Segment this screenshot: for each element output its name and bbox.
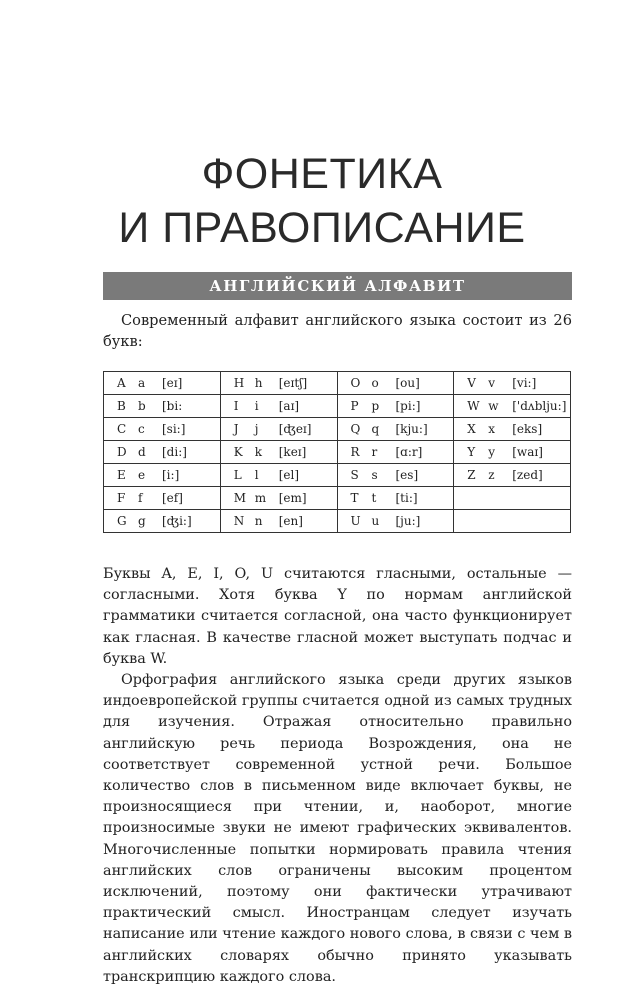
intro-paragraph: Современный алфавит английского языка состоит из 26 букв: — [103, 312, 572, 350]
alphabet-cell — [454, 418, 571, 441]
letter-lowercase: a — [138, 376, 146, 390]
letter-uppercase: T — [350, 491, 359, 505]
letter-uppercase: O — [350, 376, 361, 390]
alphabet-cell — [104, 441, 221, 464]
alphabet-cell — [104, 395, 221, 418]
letter-transcription: [ou] — [395, 376, 420, 390]
letter-uppercase: B — [117, 399, 126, 413]
letter-uppercase: V — [467, 376, 476, 390]
letter-transcription: ['dʌblju:] — [512, 399, 567, 413]
letter-lowercase: o — [371, 376, 379, 390]
table-row — [104, 441, 571, 464]
letter-uppercase: I — [233, 399, 239, 413]
alphabet-cell — [454, 464, 571, 487]
letter-transcription: [ʤi:] — [162, 514, 192, 528]
alphabet-cell — [220, 441, 337, 464]
letter-transcription: [eks] — [512, 422, 543, 436]
alphabet-cell — [337, 510, 454, 533]
letter-lowercase: v — [488, 376, 496, 390]
letter-transcription: [i:] — [162, 468, 180, 482]
alphabet-cell — [104, 487, 221, 510]
alphabet-cell — [337, 487, 454, 510]
letter-transcription: [kju:] — [395, 422, 428, 436]
letter-uppercase: S — [350, 468, 359, 482]
letter-lowercase: u — [371, 514, 380, 528]
letter-transcription: [keɪ] — [278, 445, 307, 459]
alphabet-table-body — [104, 372, 571, 533]
alphabet-cell — [220, 395, 337, 418]
letter-lowercase: k — [254, 445, 263, 459]
alphabet-cell — [220, 510, 337, 533]
table-row — [104, 372, 571, 395]
letter-lowercase: z — [488, 468, 495, 482]
letter-uppercase: Q — [350, 422, 361, 436]
alphabet-cell — [337, 418, 454, 441]
letter-lowercase: g — [138, 514, 146, 528]
letter-lowercase: r — [371, 445, 378, 459]
letter-uppercase: E — [117, 468, 126, 482]
letter-lowercase: s — [371, 468, 378, 482]
letter-uppercase: F — [117, 491, 126, 505]
table-row — [104, 487, 571, 510]
letter-lowercase: t — [371, 491, 377, 505]
chapter-title — [0, 147, 644, 255]
letter-transcription: [ɑ:r] — [395, 445, 423, 459]
letter-transcription: [bi: — [162, 399, 183, 413]
letter-uppercase: K — [233, 445, 243, 459]
letter-transcription: [eɪ] — [162, 376, 183, 390]
alphabet-cell — [104, 372, 221, 395]
letter-transcription: [ef] — [162, 491, 183, 505]
letter-uppercase: J — [233, 422, 239, 436]
letter-lowercase: j — [254, 422, 259, 436]
letter-transcription: [es] — [395, 468, 419, 482]
alphabet-cell — [337, 395, 454, 418]
alphabet-cell — [454, 372, 571, 395]
alphabet-cell — [220, 418, 337, 441]
alphabet-cell — [104, 464, 221, 487]
alphabet-cell — [220, 372, 337, 395]
alphabet-table — [103, 371, 571, 533]
letter-lowercase: x — [488, 422, 496, 436]
paragraph-orthography: Орфография английского языка среди других языков индоевропейской группы считается одной из самых трудных для изучения. Отражая относительно правильно английскую речь периода Возрождения, она не соответствует современной устной речи. Большое количество слов в письменном виде включает буквы, не произносящиеся при чтении, и, наоборот, многие произносимые звуки не имеют графических эквивалентов. Многочисленные попытки нормировать правила чтения английских слов ограничены высоким процентом исключений, поэтому они фактически утрачивают практический смысл. Иностранцам следует изучать написание или чтение каждого нового слова, в связи с чем в английских словарях обычно принято указывать транскрипцию каждого слова. — [103, 672, 572, 985]
letter-uppercase: X — [467, 422, 476, 436]
letter-lowercase: b — [138, 399, 146, 413]
paragraph-vowels: Буквы A, E, I, O, U считаются гласными, остальные — согласными. Хотя буква Y по нормам английской грамматики считается согласной, она часто функционирует как гласная. В качестве гласной может выступать подчас и буква W. — [103, 566, 572, 667]
letter-transcription: [eɪtʃ] — [278, 376, 308, 390]
alphabet-cell — [104, 418, 221, 441]
body-text — [103, 564, 572, 988]
letter-uppercase: H — [233, 376, 245, 390]
letter-transcription: [pi:] — [395, 399, 421, 413]
table-row — [104, 395, 571, 418]
letter-transcription: [ti:] — [395, 491, 418, 505]
letter-transcription: [waɪ] — [512, 445, 543, 459]
alphabet-cell-empty — [454, 510, 571, 533]
letter-uppercase: D — [117, 445, 127, 459]
letter-uppercase: M — [233, 491, 247, 505]
letter-transcription: [aɪ] — [278, 399, 300, 413]
table-row — [104, 510, 571, 533]
alphabet-cell — [220, 487, 337, 510]
letter-lowercase: m — [254, 491, 267, 505]
letter-transcription: [en] — [278, 514, 303, 528]
letter-transcription: [vi:] — [512, 376, 537, 390]
chapter-title-line-2: И ПРАВОПИСАНИЕ — [118, 203, 526, 252]
letter-transcription: [di:] — [162, 445, 187, 459]
letter-uppercase: A — [117, 376, 126, 390]
letter-lowercase: e — [138, 468, 146, 482]
letter-uppercase: R — [350, 445, 360, 459]
alphabet-cell — [220, 464, 337, 487]
alphabet-cell — [454, 395, 571, 418]
letter-lowercase: q — [371, 422, 380, 436]
letter-transcription: [em] — [278, 491, 307, 505]
letter-lowercase: f — [138, 491, 143, 505]
alphabet-cell — [337, 441, 454, 464]
letter-uppercase: G — [117, 514, 127, 528]
letter-lowercase: h — [254, 376, 263, 390]
alphabet-cell — [104, 510, 221, 533]
alphabet-cell — [337, 464, 454, 487]
letter-uppercase: U — [350, 514, 361, 528]
letter-uppercase: Y — [467, 445, 476, 459]
letter-uppercase: W — [467, 399, 480, 413]
letter-uppercase: Z — [467, 468, 476, 482]
letter-lowercase: n — [254, 514, 263, 528]
alphabet-cell — [337, 372, 454, 395]
letter-uppercase: C — [117, 422, 127, 436]
letter-uppercase: L — [233, 468, 242, 482]
letter-lowercase: d — [138, 445, 146, 459]
letter-transcription: [el] — [278, 468, 300, 482]
letter-lowercase: i — [254, 399, 259, 413]
letter-lowercase: y — [488, 445, 496, 459]
table-row — [104, 418, 571, 441]
alphabet-cell — [454, 441, 571, 464]
letter-lowercase: p — [371, 399, 380, 413]
letter-transcription: [zed] — [512, 468, 543, 482]
section-heading: АНГЛИЙСКИЙ АЛФАВИТ — [103, 272, 572, 300]
letter-lowercase: w — [488, 399, 499, 413]
alphabet-cell-empty — [454, 487, 571, 510]
letter-uppercase: P — [350, 399, 359, 413]
letter-lowercase: c — [138, 422, 145, 436]
letter-lowercase: l — [254, 468, 259, 482]
letter-uppercase: N — [233, 514, 245, 528]
chapter-title-line-1: ФОНЕТИКА — [201, 149, 443, 198]
letter-transcription: [si:] — [162, 422, 186, 436]
table-row — [104, 464, 571, 487]
letter-transcription: [ju:] — [395, 514, 421, 528]
letter-transcription: [ʤeɪ] — [278, 422, 312, 436]
